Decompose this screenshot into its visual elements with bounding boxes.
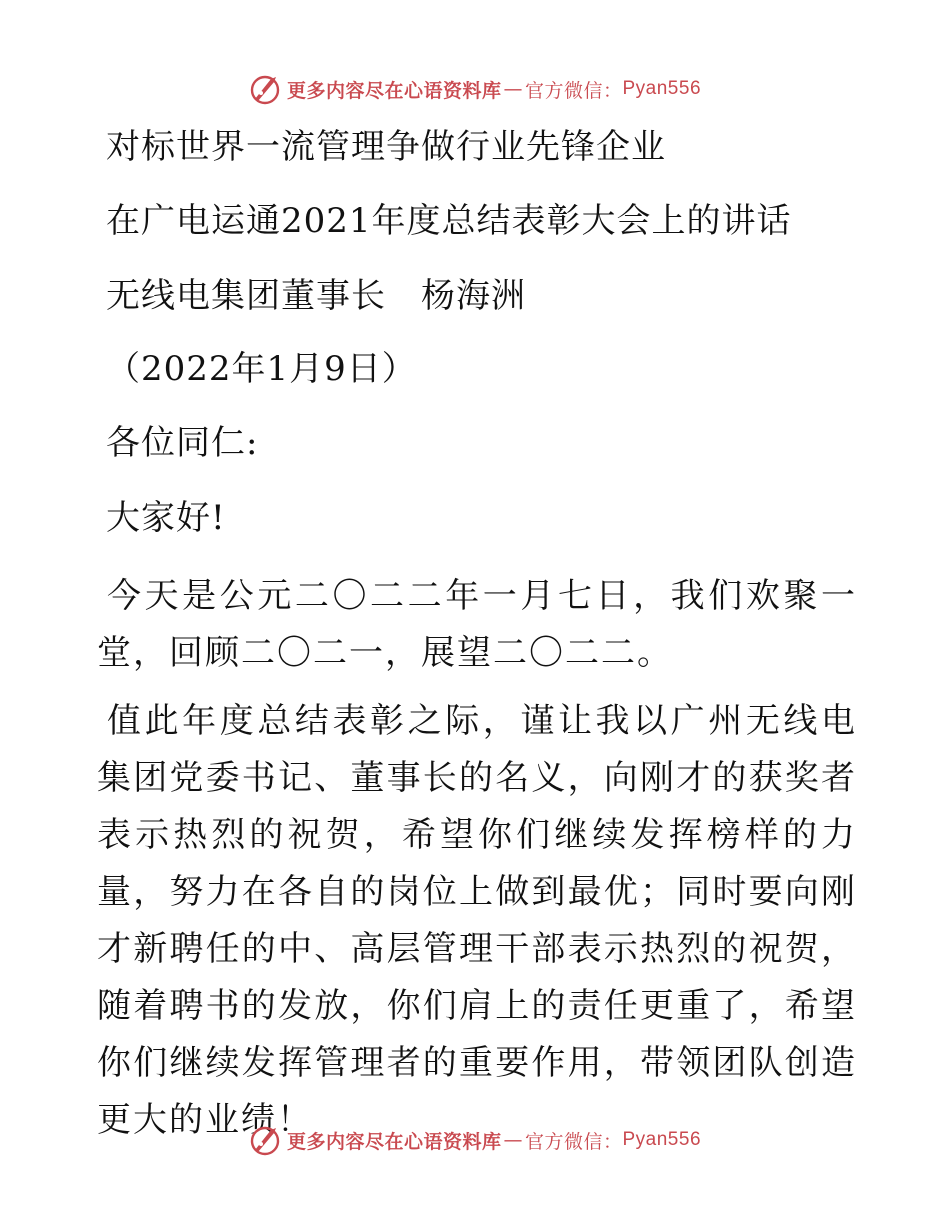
watermark-label: 官方微信： <box>524 79 623 102</box>
watermark-separator: — <box>503 1129 523 1151</box>
salutation: 各位同仁: <box>106 423 259 463</box>
greeting: 大家好! <box>106 498 226 538</box>
watermark-brand: 更多内容尽在心语资料库 <box>286 1130 502 1153</box>
paragraph-congratulations: 值此年度总结表彰之际，谨让我以广州无线电集团党委书记、董事长的名义，向刚才的获奖者表示热烈的祝贺，希望你们继续发挥榜样的力量，努力在各自的岗位上做到最优；同时要向刚才新聘任的中、高层管理干部表示热烈的祝贺，随着聘书的发放，你们肩上的责任更重了，希望你们继续发挥管理者的重要作用，带领团队创造更大的业绩！ <box>97 701 857 1140</box>
watermark-header <box>0 71 950 107</box>
quill-seal-icon <box>249 73 281 105</box>
document-title: 对标世界一流管理争做行业先锋企业 <box>106 127 666 167</box>
watermark-label: 官方微信： <box>524 1130 623 1153</box>
watermark-footer <box>0 1122 950 1158</box>
speaker-line: 无线电集团董事长 杨海洲 <box>106 276 526 316</box>
watermark-brand: 更多内容尽在心语资料库 <box>286 79 502 102</box>
document-subtitle: 在广电运通2021年度总结表彰大会上的讲话 <box>106 201 792 241</box>
paragraph-opening: 今天是公元二〇二二年一月七日，我们欢聚一堂，回顾二〇二一，展望二〇二二。 <box>97 576 857 673</box>
watermark-separator: — <box>503 78 523 100</box>
watermark-handle: Pyan556 <box>622 78 702 99</box>
speech-date: （2022年1月9日） <box>106 349 417 389</box>
quill-seal-icon <box>249 1124 281 1156</box>
watermark-handle: Pyan556 <box>622 1129 702 1150</box>
